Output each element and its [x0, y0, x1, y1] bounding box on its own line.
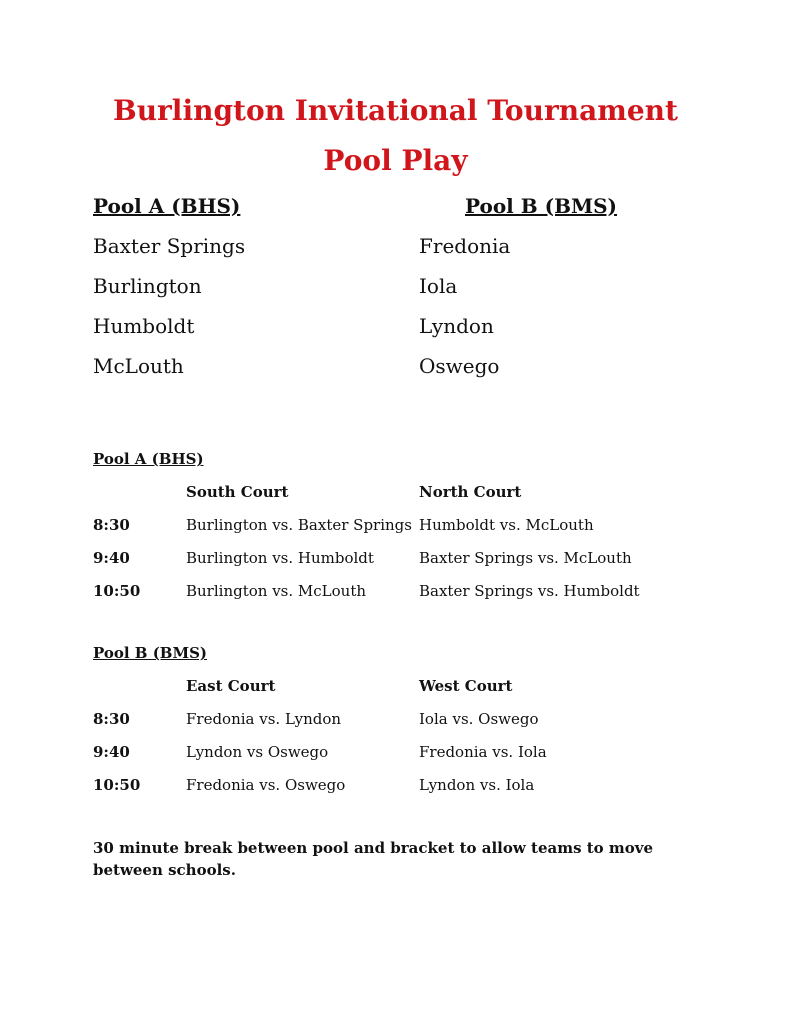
match-court2: Lyndon vs. Iola: [419, 776, 535, 794]
match-time: 8:30: [93, 710, 130, 728]
match-court1: Fredonia vs. Lyndon: [186, 710, 342, 728]
schedule-row: [0, 516, 791, 540]
pool-a-heading: Pool A (BHS): [93, 194, 241, 218]
match-court1: Burlington vs. Baxter Springs: [186, 516, 412, 534]
schedule-row: [0, 549, 791, 573]
schedule-row: [0, 710, 791, 734]
match-court1: Fredonia vs. Oswego: [186, 776, 346, 794]
schedule-row: [0, 776, 791, 800]
court-header-west: West Court: [419, 677, 513, 695]
team-item: Oswego: [419, 354, 500, 378]
team-item: Humboldt: [93, 314, 195, 338]
pool-b-team-list: [419, 232, 510, 392]
match-time: 9:40: [93, 743, 130, 761]
schedule-row: [0, 743, 791, 767]
court-header-south: South Court: [186, 483, 289, 501]
match-court2: Baxter Springs vs. Humboldt: [419, 582, 640, 600]
match-time: 10:50: [93, 582, 141, 600]
match-court2: Humboldt vs. McLouth: [419, 516, 594, 534]
match-time: 8:30: [93, 516, 130, 534]
pool-a-team-list: [93, 232, 245, 392]
break-note: 30 minute break between pool and bracket to allow teams to move between schools.: [93, 839, 654, 879]
schedule-a-heading: Pool A (BHS): [93, 450, 204, 468]
page-title: Burlington Invitational Tournament: [113, 94, 678, 127]
match-court2: Fredonia vs. Iola: [419, 743, 547, 761]
pool-b-heading: Pool B (BMS): [465, 194, 618, 218]
team-item: Baxter Springs: [93, 234, 246, 258]
team-item: Iola: [419, 274, 458, 298]
match-court2: Iola vs. Oswego: [419, 710, 539, 728]
court-header-north: North Court: [419, 483, 522, 501]
team-item: Burlington: [93, 274, 202, 298]
page-subtitle: Pool Play: [323, 144, 468, 177]
match-time: 9:40: [93, 549, 130, 567]
schedule-row: [0, 582, 791, 606]
team-item: McLouth: [93, 354, 184, 378]
team-item: Lyndon: [419, 314, 494, 338]
match-court2: Baxter Springs vs. McLouth: [419, 549, 632, 567]
schedule-b-heading: Pool B (BMS): [93, 644, 208, 662]
team-item: Fredonia: [419, 234, 511, 258]
match-court1: Lyndon vs Oswego: [186, 743, 329, 761]
match-court1: Burlington vs. Humboldt: [186, 549, 374, 567]
match-court1: Burlington vs. McLouth: [186, 582, 367, 600]
match-time: 10:50: [93, 776, 141, 794]
court-header-east: East Court: [186, 677, 276, 695]
